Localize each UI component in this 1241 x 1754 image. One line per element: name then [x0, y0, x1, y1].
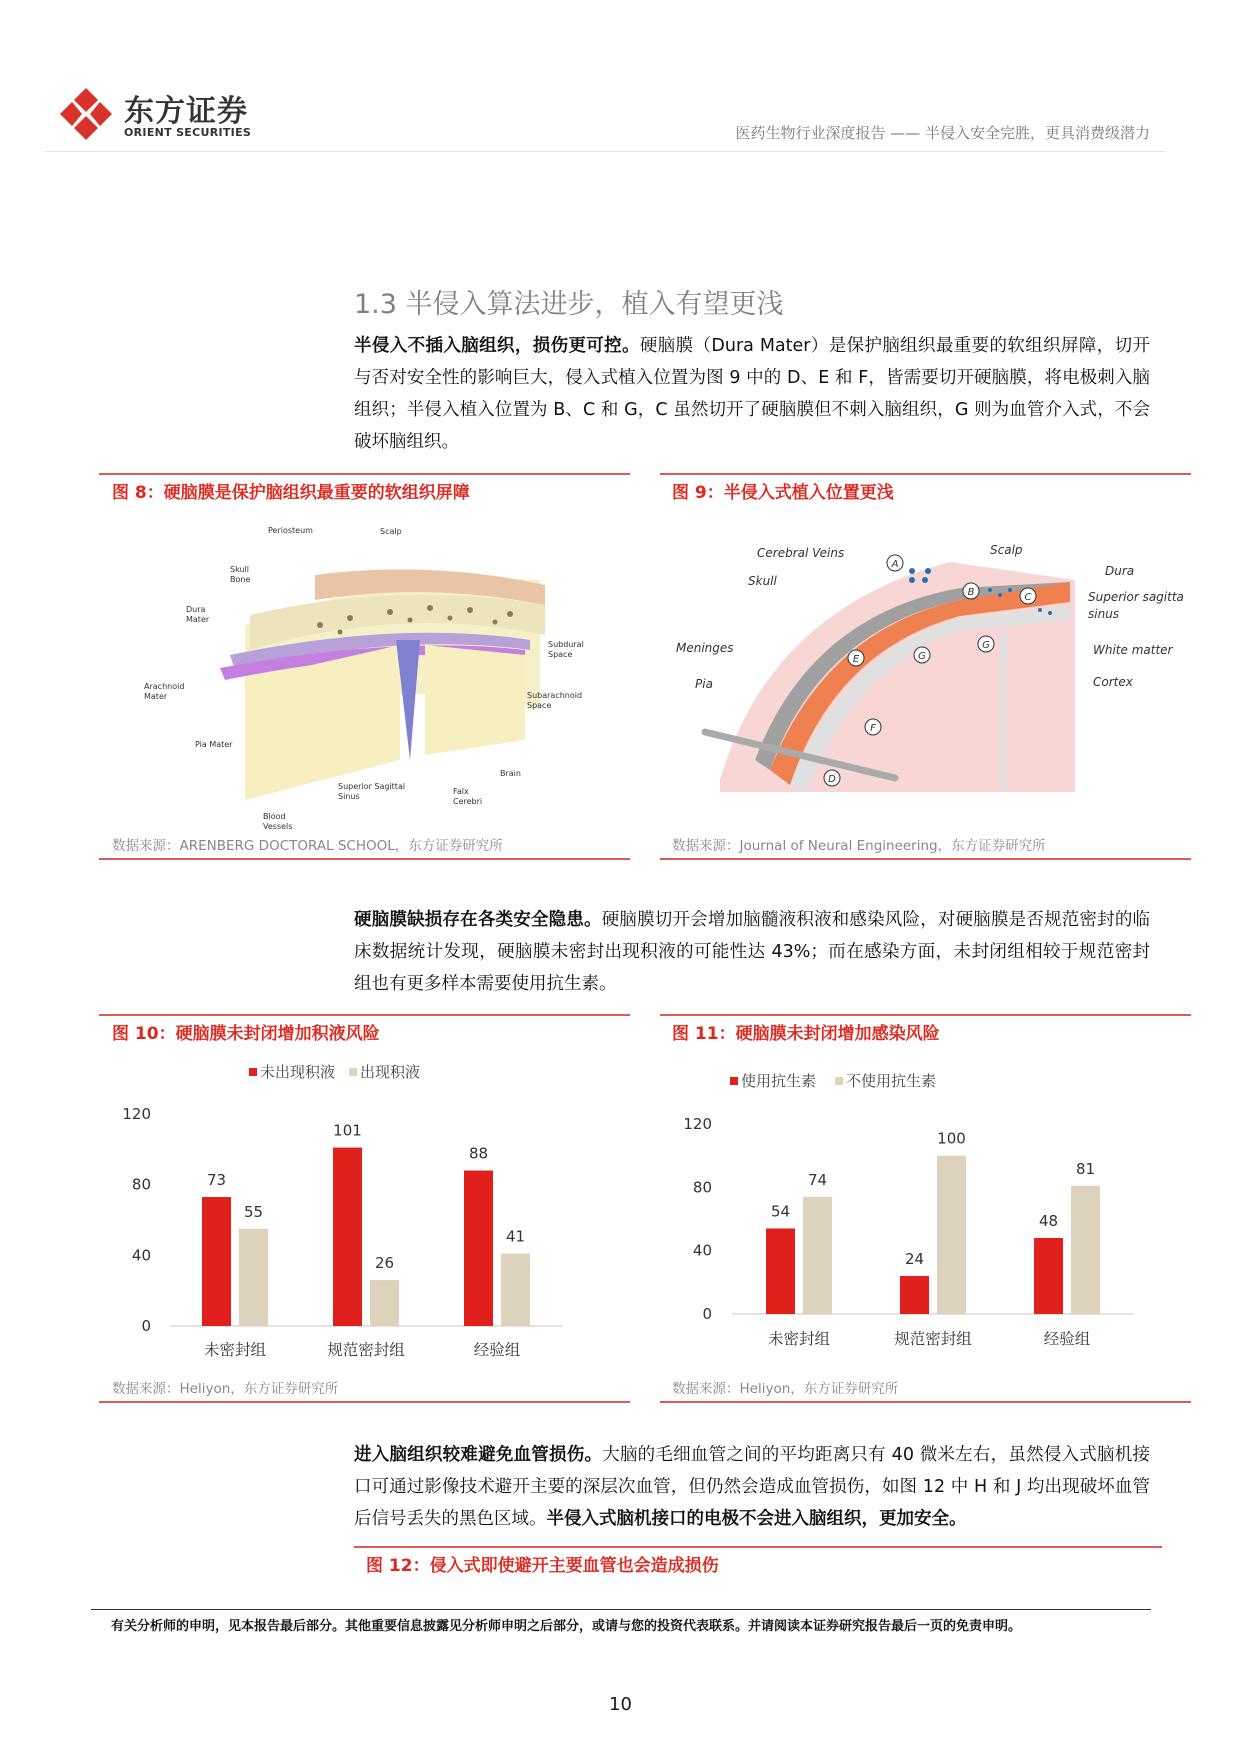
fig12-top-rule [354, 1546, 1162, 1548]
label-subarachnoid: Subarachnoid [527, 691, 583, 700]
y-tick-label: 80 [692, 1178, 712, 1197]
label-arachnoid-mater: Mater [144, 692, 168, 701]
legend-swatch [349, 1068, 357, 1076]
category-label: 未密封组 [767, 1330, 831, 1348]
fig10-bar-chart [99, 1040, 630, 1370]
label-meninges: Meninges [676, 641, 734, 655]
logo-diamond-icon [58, 86, 114, 142]
logo-text-cn: 东方证券 [124, 94, 248, 129]
bar [333, 1148, 362, 1326]
y-tick-label: 0 [702, 1305, 712, 1323]
page-number: 10 [609, 1694, 632, 1715]
data-label: 100 [937, 1129, 966, 1148]
label-falx: Falx [453, 787, 469, 796]
section-heading: 1.3 半侵入算法进步，植入有望更浅 [354, 289, 784, 320]
fig11-bottom-rule [660, 1401, 1191, 1403]
paragraph-1 [354, 330, 1150, 458]
label-sinus: Sinus [338, 792, 360, 801]
data-label: 54 [770, 1202, 791, 1221]
category-label: 规范密封组 [894, 1330, 972, 1348]
marker-g2: G [982, 640, 990, 651]
label-subdural: Subdural [548, 640, 584, 649]
paragraph-3-text: 大脑的毛细血管之间的平均距离只有 40 微米左右，虽然侵入式脑机接口可通过影像技术避开主要的深层次血管，但仍然会造成血管损伤，如图 12 中 H 和 J 均出现破坏血管后信号丢失的黑色区域。 [354, 1445, 1150, 1529]
label-sss: Superior Sagittal [338, 782, 406, 791]
label-cerebral-veins: Cerebral Veins [757, 546, 845, 560]
marker-g1: G [918, 651, 926, 662]
bar [937, 1156, 966, 1314]
fig8-top-rule [99, 473, 630, 475]
logo [58, 86, 268, 142]
label-blood: Blood [263, 812, 286, 821]
logo-text-en: ORIENT SECURITIES [124, 126, 252, 139]
category-label: 经验组 [473, 1341, 521, 1359]
bar [1071, 1186, 1100, 1314]
legend-swatch [249, 1068, 257, 1076]
label-subarachnoid-space: Space [527, 701, 552, 710]
bar [501, 1254, 530, 1326]
fig10-title: 图 10：硬脑膜未封闭增加积液风险 [112, 1024, 380, 1044]
category-label: 经验组 [1043, 1330, 1091, 1348]
legend-label: 出现积液 [360, 1063, 421, 1081]
report-title: 医药生物行业深度报告 —— 半侵入安全完胜，更具消费级潜力 [735, 124, 1150, 142]
label-sinus: sinus [1088, 607, 1120, 621]
label-cerebri: Cerebri [453, 797, 483, 806]
label-brain: Brain [500, 769, 521, 778]
data-label: 24 [904, 1250, 925, 1268]
fig9-source: 数据来源：Journal of Neural Engineering，东方证券研究所 [672, 838, 1046, 854]
fig8-source: 数据来源：ARENBERG DOCTORAL SCHOOL，东方证券研究所 [112, 838, 503, 854]
fig10-source: 数据来源：Heliyon，东方证券研究所 [112, 1381, 339, 1397]
label-skull: Skull [230, 565, 249, 574]
fig11-top-rule [660, 1014, 1191, 1016]
fig9-implant-diagram [660, 520, 1200, 800]
category-label: 规范密封组 [327, 1341, 405, 1359]
paragraph-3 [354, 1439, 1150, 1535]
label-periosteum: Periosteum [268, 526, 313, 535]
fig9-top-rule [660, 473, 1191, 475]
label-white-matter: White matter [1093, 643, 1173, 657]
label-subdural-space: Space [548, 650, 573, 659]
label-bone: Bone [230, 575, 251, 584]
bar [370, 1280, 399, 1326]
data-label: 101 [333, 1121, 362, 1140]
fig9-bottom-rule [660, 858, 1191, 860]
fig8-title: 图 8：硬脑膜是保护脑组织最重要的软组织屏障 [112, 483, 470, 503]
fig8-bottom-rule [99, 858, 630, 860]
paragraph-1-lead: 半侵入不插入脑组织，损伤更可控。 [354, 336, 640, 356]
paragraph-3-lead: 进入脑组织较难避免血管损伤。 [354, 1445, 603, 1465]
footer-divider [91, 1609, 1151, 1610]
paragraph-2-text: 硬脑膜切开会增加脑髓液积液和感染风险，对硬脑膜是否规范密封的临床数据统计发现，硬脑膜未密封出现积液的可能性达 43%；而在感染方面，未封闭组相较于规范密封组也有更多样本需要使用抗生素。 [354, 910, 1151, 994]
marker-a: A [891, 559, 899, 570]
marker-c: C [1024, 592, 1032, 603]
y-tick-label: 120 [122, 1105, 151, 1123]
paragraph-3-conclusion: 半侵入式脑机接口的电极不会进入脑组织，更加安全。 [546, 1509, 967, 1529]
label-skull: Skull [748, 574, 777, 588]
label-sss: Superior sagitta [1088, 590, 1184, 604]
label-arachnoid: Arachnoid [144, 682, 185, 691]
paragraph-2 [354, 904, 1150, 1000]
data-label: 55 [243, 1202, 264, 1221]
data-label: 73 [206, 1171, 227, 1190]
y-tick-label: 0 [141, 1317, 151, 1335]
y-tick-label: 40 [131, 1246, 151, 1265]
fig8-meninges-diagram [100, 510, 620, 840]
legend-swatch [835, 1077, 843, 1085]
fig9-title: 图 9：半侵入式植入位置更浅 [672, 483, 894, 503]
fig11-title: 图 11：硬脑膜未封闭增加感染风险 [672, 1024, 940, 1044]
bar [1034, 1238, 1063, 1314]
label-pia: Pia Mater [195, 740, 233, 749]
fig11-bar-chart [660, 1040, 1191, 1370]
bar [803, 1197, 832, 1314]
data-label: 74 [807, 1170, 828, 1189]
data-label: 88 [468, 1144, 489, 1163]
marker-e: E [852, 654, 860, 665]
label-cortex: Cortex [1093, 675, 1133, 689]
legend-swatch [730, 1077, 738, 1085]
data-label: 81 [1075, 1159, 1096, 1178]
legend-label: 不使用抗生素 [846, 1072, 937, 1090]
marker-d: D [828, 774, 836, 785]
footer-disclaimer: 有关分析师的申明，见本报告最后部分。其他重要信息披露见分析师申明之后部分，或请与您的投资代表联系。并请阅读本证券研究报告最后一页的免责申明。 [111, 1619, 1022, 1634]
paragraph-1-text: 硬脑膜（Dura Mater）是保护脑组织最重要的软组织屏障，切开与否对安全性的影响巨大，侵入式植入位置为图 9 中的 D、E 和 F，皆需要切开硬脑膜，将电极刺入脑组织；半侵入植入位置为 B、C 和 G，C 虽然切开了硬脑膜但不刺入脑组织，G 则为血管介入式，不会破坏脑组织。 [354, 336, 1150, 452]
label-mater: Mater [186, 615, 210, 624]
label-dura: Dura [1105, 564, 1135, 578]
paragraph-2-lead: 硬脑膜缺损存在各类安全隐患。 [354, 910, 602, 930]
label-vessels: Vessels [263, 822, 293, 831]
y-tick-label: 120 [683, 1115, 712, 1133]
y-tick-label: 40 [692, 1241, 712, 1260]
label-pia: Pia [695, 677, 713, 691]
data-label: 41 [505, 1227, 526, 1246]
bar [766, 1229, 795, 1315]
label-scalp: Scalp [990, 543, 1023, 557]
data-label: 48 [1038, 1212, 1059, 1230]
fig11-source: 数据来源：Heliyon，东方证券研究所 [672, 1381, 899, 1397]
legend-label: 未出现积液 [260, 1063, 336, 1081]
marker-b: B [967, 587, 975, 598]
bar [202, 1197, 231, 1326]
marker-f: F [870, 723, 876, 734]
fig10-bottom-rule [99, 1401, 630, 1403]
fig12-title: 图 12：侵入式即使避开主要血管也会造成损伤 [366, 1556, 719, 1576]
y-tick-label: 80 [131, 1175, 151, 1194]
bar [464, 1171, 493, 1326]
fig10-top-rule [99, 1014, 630, 1016]
category-label: 未密封组 [203, 1341, 267, 1359]
header-divider [45, 151, 1165, 152]
label-scalp: Scalp [380, 527, 402, 536]
bar [900, 1276, 929, 1314]
data-label: 26 [374, 1254, 395, 1273]
legend-label: 使用抗生素 [741, 1072, 817, 1090]
label-dura: Dura [186, 605, 206, 614]
bar [239, 1229, 268, 1326]
